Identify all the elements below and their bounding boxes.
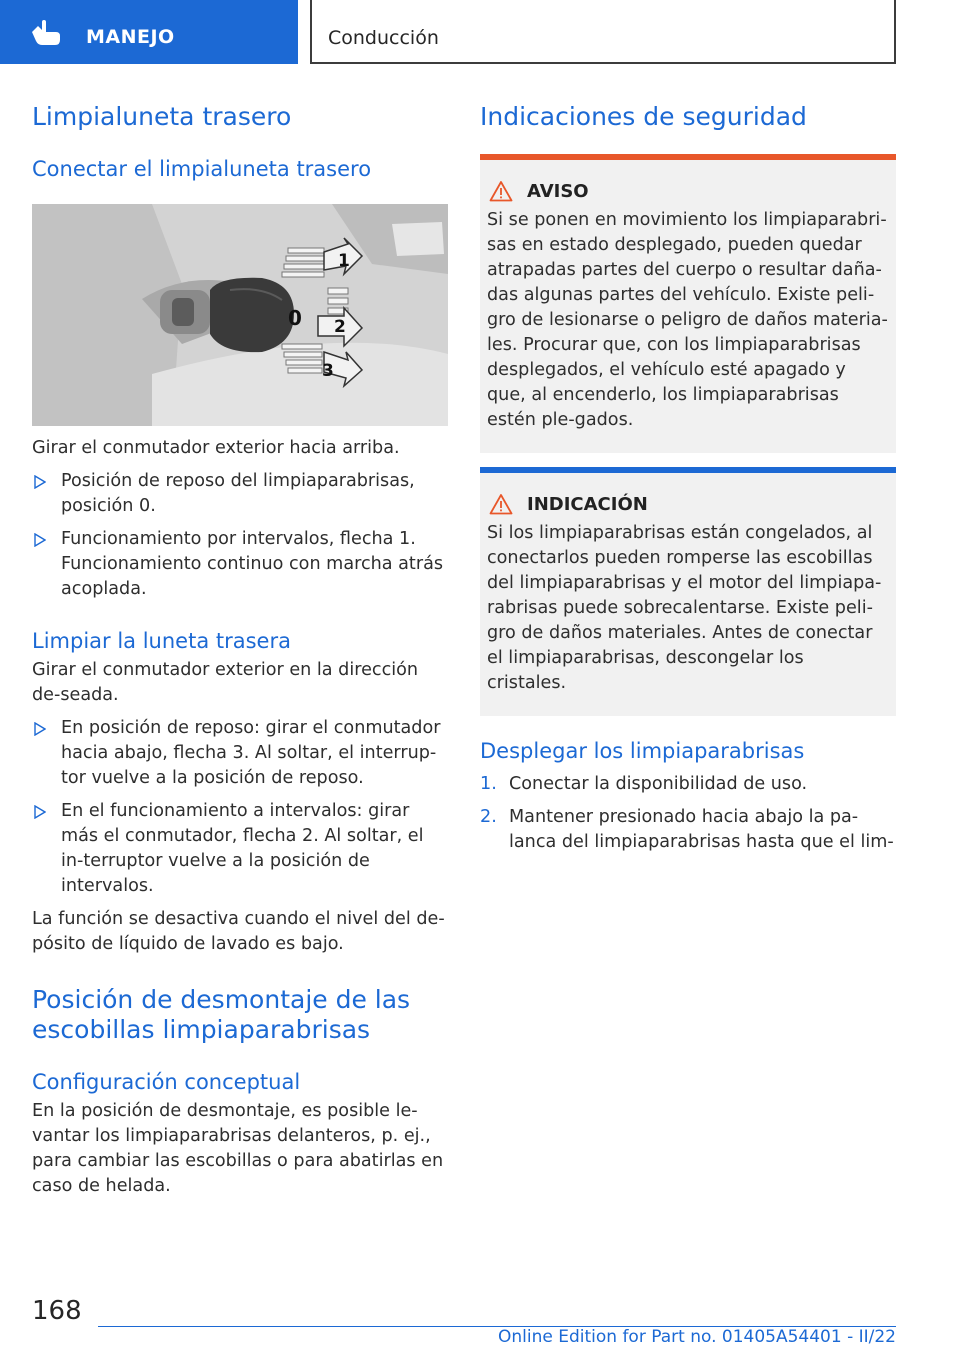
step-number: 1. <box>480 774 497 794</box>
list-item-text: En posición de reposo: girar el conmutador hacia abajo, flecha 3. Al soltar, el interrup-tor vuelve a la posición de reposo. <box>61 718 441 788</box>
bullet-triangle-icon <box>34 805 46 819</box>
bullet-list-positions <box>32 469 448 602</box>
list-item <box>32 799 448 899</box>
list-item-text: Posición de reposo del limpiaparabrisas, posición 0. <box>61 471 415 516</box>
subtitle-concept: Configuración conceptual <box>32 1070 301 1094</box>
warning-heading: AVISO <box>527 180 589 202</box>
bullet-triangle-icon <box>34 722 46 736</box>
step-number: 2. <box>480 807 497 827</box>
figure-label-2: 2 <box>334 317 346 337</box>
list-item-text: En el funcionamiento a intervalos: girar más el conmutador, flecha 2. Al soltar, el in-terruptor vuelve a la posición de intervalos. <box>61 801 424 896</box>
list-item <box>480 805 896 855</box>
section-label: MANEJO <box>86 26 175 48</box>
steps-list <box>480 772 896 855</box>
warning-text: Si se ponen en movimiento los limpiaparabri-sas en estado desplegado, pueden quedar atrapadas partes del cuerpo o resultar daña-das algunas partes del vehículo. Existe peli-gro de lesionarse o peligro de daños materia-les. Procurar que, con los limpiaparabrisas desplegados, el vehículo esté apagado y que, al encenderlo, los limpiaparabrisas estén ple-gados. <box>487 210 888 430</box>
figure-label-0: 0 <box>288 306 302 330</box>
list-item <box>480 772 896 797</box>
bullet-list-clean <box>32 716 448 899</box>
subtitle-fold-out-wipers: Desplegar los limpiaparabrisas <box>480 739 805 763</box>
subtitle-connect-rear-wiper: Conectar el limpialuneta trasero <box>32 157 372 181</box>
list-item <box>32 469 448 519</box>
list-item <box>32 716 448 791</box>
note-box <box>480 467 896 716</box>
figure-label-1: 1 <box>338 251 350 271</box>
page-title: Limpialuneta trasero <box>32 102 292 131</box>
caution-triangle-icon <box>489 493 513 515</box>
subtitle-clean-rear-window: Limpiar la luneta trasera <box>32 629 291 653</box>
footer-edition: Online Edition for Part no. 01405A54401 - II/22 <box>497 1327 896 1347</box>
right-column <box>480 96 896 855</box>
bullet-triangle-icon <box>34 533 46 547</box>
note-text: Si los limpiaparabrisas están congelados, al conectarlos pueden romperse las escobillas del limpiaparabrisas y el motor del limpiapa-rabrisas puede sobrecalentarse. Existe peli-gro de daños materiales. Antes de conectar el limpiaparabrisas, descongelar los cristales. <box>487 523 882 693</box>
paragraph-removal-position: En la posición de desmontaje, es posible le-vantar los limpiaparabrisas delanteros, p. ej., para cambiar las escobillas o para abatirlas en caso de helada. <box>32 1101 444 1196</box>
left-column <box>32 96 448 1199</box>
section-title-removal-position: Posición de desmontaje de las escobillas limpiaparabrisas <box>32 985 411 1044</box>
note-heading: INDICACIÓN <box>527 493 648 515</box>
page-number: 168 <box>32 1296 82 1326</box>
step-text: Conectar la disponibilidad de uso. <box>509 774 808 794</box>
warning-box <box>480 154 896 453</box>
section-tab[interactable] <box>0 0 298 64</box>
paragraph-turn-switch-up: Girar el conmutador exterior hacia arriba. <box>32 438 400 458</box>
pointing-hand-icon <box>30 20 66 46</box>
step-text: Mantener presionado hacia abajo la pa-lanca del limpiaparabrisas hasta que el lim- <box>509 807 894 852</box>
paragraph-turn-switch-direction: Girar el conmutador exterior en la dirección de-seada. <box>32 660 419 705</box>
bullet-triangle-icon <box>34 475 46 489</box>
breadcrumb-text: Conducción <box>328 27 439 49</box>
list-item-text: Funcionamiento por intervalos, flecha 1. Funcionamiento continuo con marcha atrás acoplada. <box>61 529 444 599</box>
list-item <box>32 527 448 602</box>
paragraph-function-deactivates: La función se desactiva cuando el nivel del de-pósito de líquido de lavado es bajo. <box>32 909 445 954</box>
figure-label-3: 3 <box>322 361 334 381</box>
section-title-safety: Indicaciones de seguridad <box>480 102 807 131</box>
breadcrumb <box>310 0 896 64</box>
warning-triangle-icon <box>489 180 513 202</box>
wiper-switch-figure <box>32 204 448 426</box>
